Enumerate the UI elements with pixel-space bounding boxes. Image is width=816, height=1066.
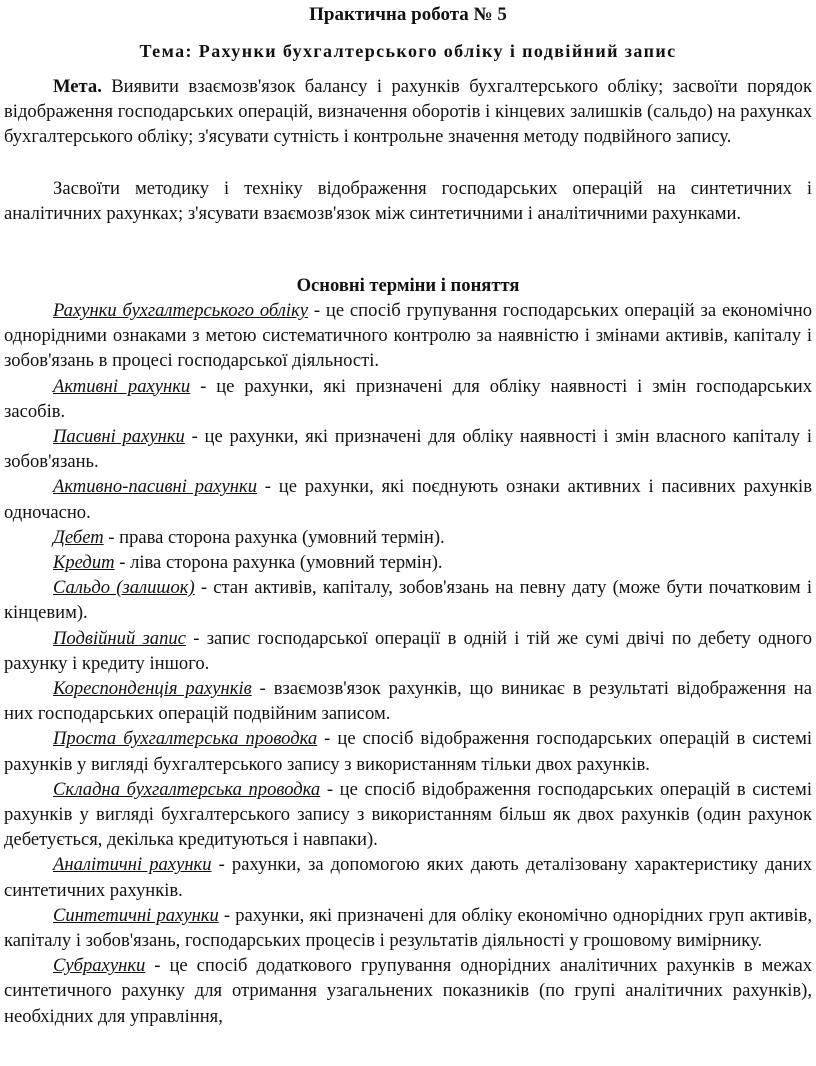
definition-text: - це спосіб додаткового групування однорідних аналітичних рахунків в межах синтетичного рахунку для отримання узагальнених показників (по групі аналітичних рахунків), необхідних для управління, (4, 955, 812, 1027)
definition-item (4, 525, 812, 550)
definition-term: Кредит (53, 552, 115, 574)
definition-item (4, 298, 812, 374)
definition-text: - права сторона рахунка (умовний термін). (103, 526, 445, 548)
goal-paragraph-2 (4, 176, 812, 226)
definition-item (4, 550, 812, 575)
definition-text: - це рахунки, які призначені для обліку наявності і змін господарських засобів. (4, 375, 813, 422)
section-heading: Основні терміни і поняття (296, 275, 520, 296)
definition-text: - це рахунки, які призначені для обліку наявності і змін власного капіталу і зобов'язань. (4, 426, 813, 473)
definition-term: Субрахунки (53, 955, 146, 977)
definition-text: - це спосіб відображення господарських операцій в системі рахунків у вигляді бухгалтерського запису з використанням тільки двох рахунків. (4, 728, 812, 775)
definition-text: - ліва сторона рахунка (умовний термін). (114, 552, 443, 574)
definition-item (4, 424, 812, 474)
definition-text: - взаємозв'язок рахунків, що виникає в результаті відображення на них господарських операцій подвійним записом. (4, 678, 813, 725)
definition-term: Подвійний запис (53, 627, 186, 649)
definition-item (4, 777, 812, 853)
definition-term: Аналітичні рахунки (53, 854, 212, 876)
definition-item (4, 474, 812, 524)
definition-term: Активно-пасивні рахунки (53, 476, 258, 498)
definition-item (4, 953, 812, 1029)
page-subtitle: Тема: Рахунки бухгалтерського обліку і подвійний запис (139, 41, 677, 61)
definition-term: Активні рахунки (53, 375, 191, 397)
definition-item (4, 626, 812, 676)
definition-item (4, 726, 812, 776)
definition-item (4, 852, 812, 902)
definition-text: - це спосіб групування господарських операцій за економічно однорідними ознаками з метою систематичного контролю за наявністю і змінами активів, капіталу і зобов'язань в процесі господарської діяльності. (4, 300, 813, 372)
definition-term: Рахунки бухгалтерського обліку (53, 300, 309, 321)
definition-term: Проста бухгалтерська проводка (53, 728, 318, 750)
definition-text: - це рахунки, які поєднують ознаки активних і пасивних рахунків одночасно. (4, 476, 812, 523)
definition-item (4, 575, 812, 625)
definition-item (4, 903, 812, 953)
definition-term: Складна бухгалтерська проводка (53, 778, 321, 800)
goal-label: Мета. (53, 76, 102, 97)
goal-text: Виявити взаємозв'язок балансу і рахунків бухгалтерського обліку; засвоїти порядок відображення господарських операцій, визначення оборотів і кінцевих залишків (сальдо) на рахунках бухгалтерського обліку; з'ясувати сутність і контрольне значення методу подвійного запису. (4, 76, 812, 147)
definition-text: - рахунки, які призначені для обліку економічно однорідних груп активів, капіталу і зобов'язань, господарських процесів і результатів діяльності у грошовому вимірнику. (4, 904, 812, 952)
goal-text-2: Засвоїти методику і техніку відображення господарських операцій на синтетичних і аналітичних рахунках; з'ясувати взаємозв'язок між синтетичними і аналітичними рахунками. (4, 178, 812, 224)
definition-item (4, 374, 812, 424)
definition-text: - рахунки, за допомогою яких дають деталізовану характеристику даних синтетичних рахунків. (4, 854, 813, 901)
definition-text: - запис господарської операції в одній і тій же сумі двічі по дебету одного рахунку і кредиту іншого. (4, 627, 812, 674)
definition-term: Синтетичні рахунки (53, 904, 219, 926)
definition-term: Сальдо (залишок) (53, 577, 195, 599)
definition-text: - стан активів, капіталу, зобов'язань на певну дату (може бути початковим і кінцевим). (4, 577, 812, 624)
page-title: Практична робота № 5 (309, 4, 507, 25)
definition-term: Дебет (53, 526, 104, 548)
definitions-list (4, 298, 812, 1029)
definition-text: - це спосіб відображення господарських операцій в системі рахунків у вигляді бухгалтерського запису з використанням більш як двох рахунків (один рахунок дебетується, декілька кредитуються і навпаки). (4, 778, 812, 851)
definition-term: Кореспонденція рахунків (53, 678, 252, 700)
goal-paragraph (4, 74, 812, 149)
definition-item (4, 676, 812, 726)
definition-term: Пасивні рахунки (53, 426, 185, 448)
